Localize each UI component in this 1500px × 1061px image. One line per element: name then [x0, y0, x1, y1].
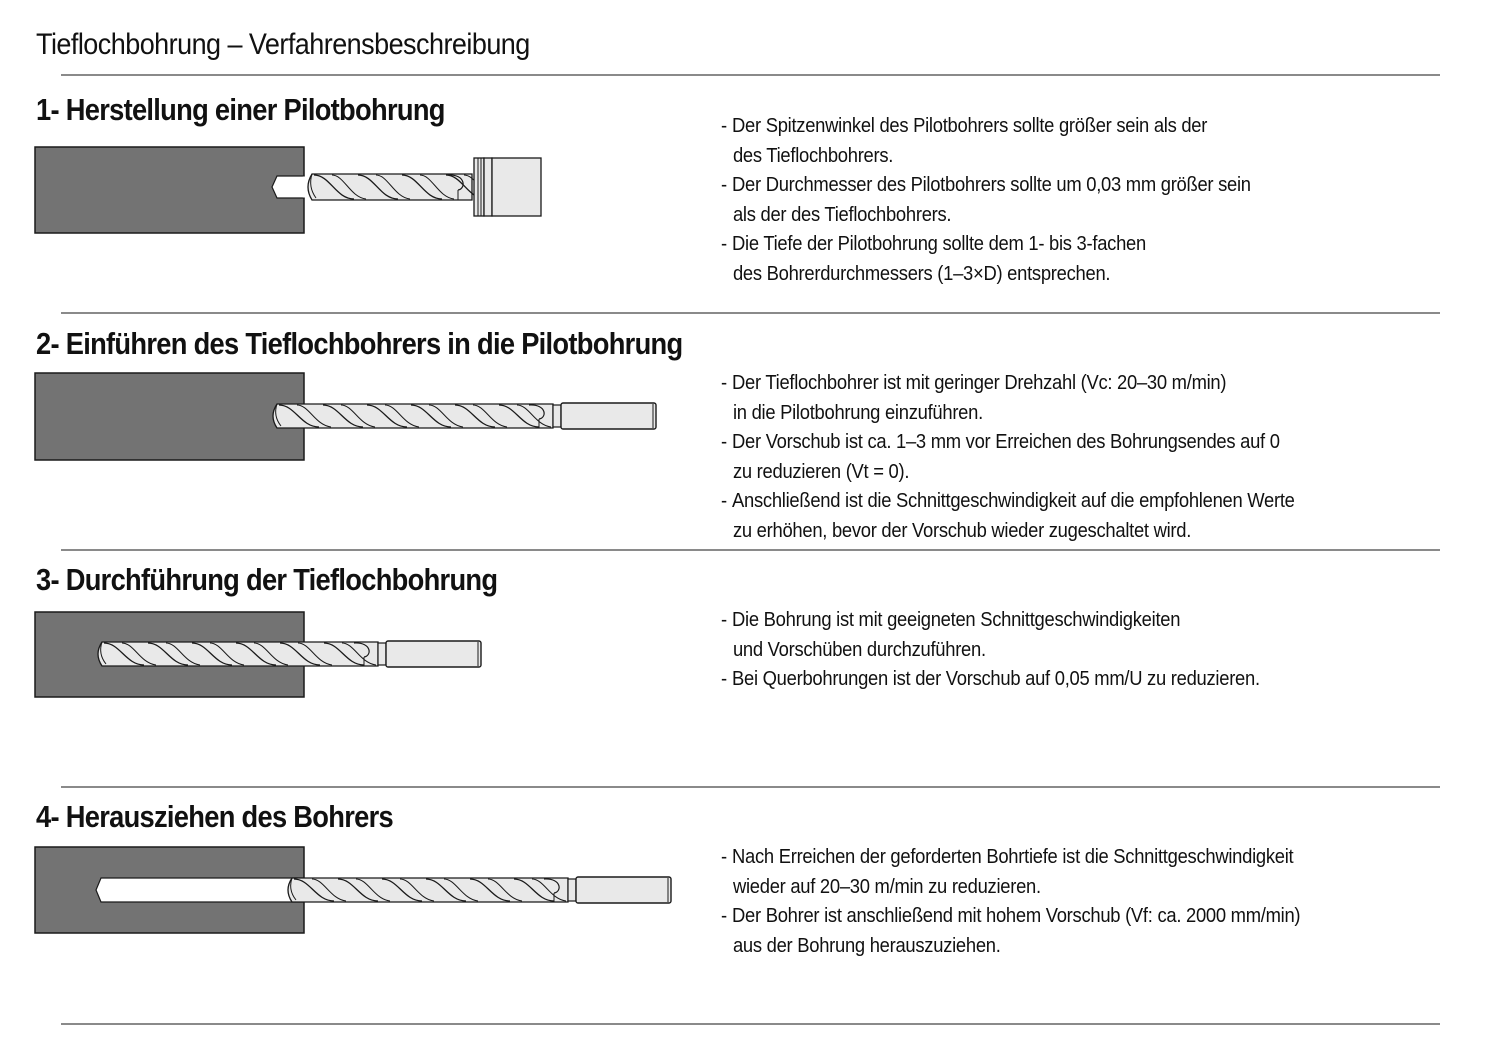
bullet-item: - Die Bohrung ist mit geeigneten Schnittgeschwindigkeiten und Vorschüben durchzuführen.	[721, 609, 1181, 661]
step-4-heading: 4- Herausziehen des Bohrers	[36, 799, 393, 834]
step-1-heading: 1- Herstellung einer Pilotbohrung	[36, 92, 445, 127]
bullet-item: - Der Bohrer ist anschließend mit hohem Vorschub (Vf: ca. 2000 mm/min) aus der Bohrung herauszuziehen.	[721, 905, 1301, 957]
drill-shank	[386, 641, 481, 667]
holder-ring	[484, 158, 492, 216]
divider	[61, 1023, 1440, 1025]
step-2-diagram	[0, 366, 700, 476]
drill-neck	[378, 643, 386, 665]
workpiece-block	[35, 373, 304, 460]
divider	[61, 549, 1440, 551]
bullet-item: - Die Tiefe der Pilotbohrung sollte dem 1- bis 3-fachen des Bohrerdurchmessers (1–3×D) entsprechen.	[721, 233, 1146, 285]
step-3-heading: 3- Durchführung der Tieflochbohrung	[36, 562, 498, 597]
drill-shank	[576, 877, 671, 903]
workpiece	[35, 373, 304, 460]
divider	[61, 786, 1440, 788]
step-1-diagram	[0, 140, 700, 250]
step-2-bullets	[721, 369, 1295, 546]
drill-neck	[568, 879, 576, 901]
divider	[61, 74, 1440, 76]
step-3-bullets	[721, 606, 1260, 695]
bullet-item: - Der Vorschub ist ca. 1–3 mm vor Erreichen des Bohrungsendes auf 0 zu reduzieren (Vt = 0).	[721, 431, 1280, 483]
bullet-item: - Bei Querbohrungen ist der Vorschub auf 0,05 mm/U zu reduzieren.	[721, 668, 1260, 690]
drill	[288, 877, 671, 903]
drill-body	[288, 878, 568, 902]
step-1-bullets	[721, 112, 1251, 289]
bullet-item: - Der Spitzenwinkel des Pilotbohrers sollte größer sein als der des Tieflochbohrers.	[721, 115, 1208, 167]
drilled-hole	[272, 176, 304, 198]
drilled-hole	[96, 878, 304, 902]
drill-shank	[561, 403, 656, 429]
holder-ring	[474, 158, 484, 216]
drill	[98, 641, 481, 667]
workpiece-block	[35, 147, 304, 233]
drill	[273, 403, 656, 429]
workpiece	[35, 147, 304, 233]
step-4-bullets	[721, 843, 1300, 961]
step-3-diagram	[0, 604, 700, 714]
drill-neck	[553, 405, 561, 427]
bullet-item: - Nach Erreichen der geforderten Bohrtiefe ist die Schnittgeschwindigkeit wieder auf 20–30 m/min zu reduzieren.	[721, 846, 1294, 898]
drill-body	[98, 642, 378, 666]
step-2-heading: 2- Einführen des Tieflochbohrers in die Pilotbohrung	[36, 326, 683, 361]
divider	[61, 312, 1440, 314]
workpiece	[35, 847, 304, 933]
bullet-item: - Anschließend ist die Schnittgeschwindigkeit auf die empfohlenen Werte zu erhöhen, bevor der Vorschub wieder zugeschaltet wird.	[721, 490, 1295, 542]
tool-holder	[492, 158, 541, 216]
drill	[308, 158, 541, 216]
bullet-item: - Der Durchmesser des Pilotbohrers sollte um 0,03 mm größer sein als der des Tieflochbohrers.	[721, 174, 1251, 226]
drill-body	[273, 404, 553, 428]
step-4-diagram	[0, 840, 700, 950]
bullet-item: - Der Tieflochbohrer ist mit geringer Drehzahl (Vc: 20–30 m/min) in die Pilotbohrung einzuführen.	[721, 372, 1227, 424]
page-title: Tieflochbohrung – Verfahrensbeschreibung	[36, 28, 530, 61]
